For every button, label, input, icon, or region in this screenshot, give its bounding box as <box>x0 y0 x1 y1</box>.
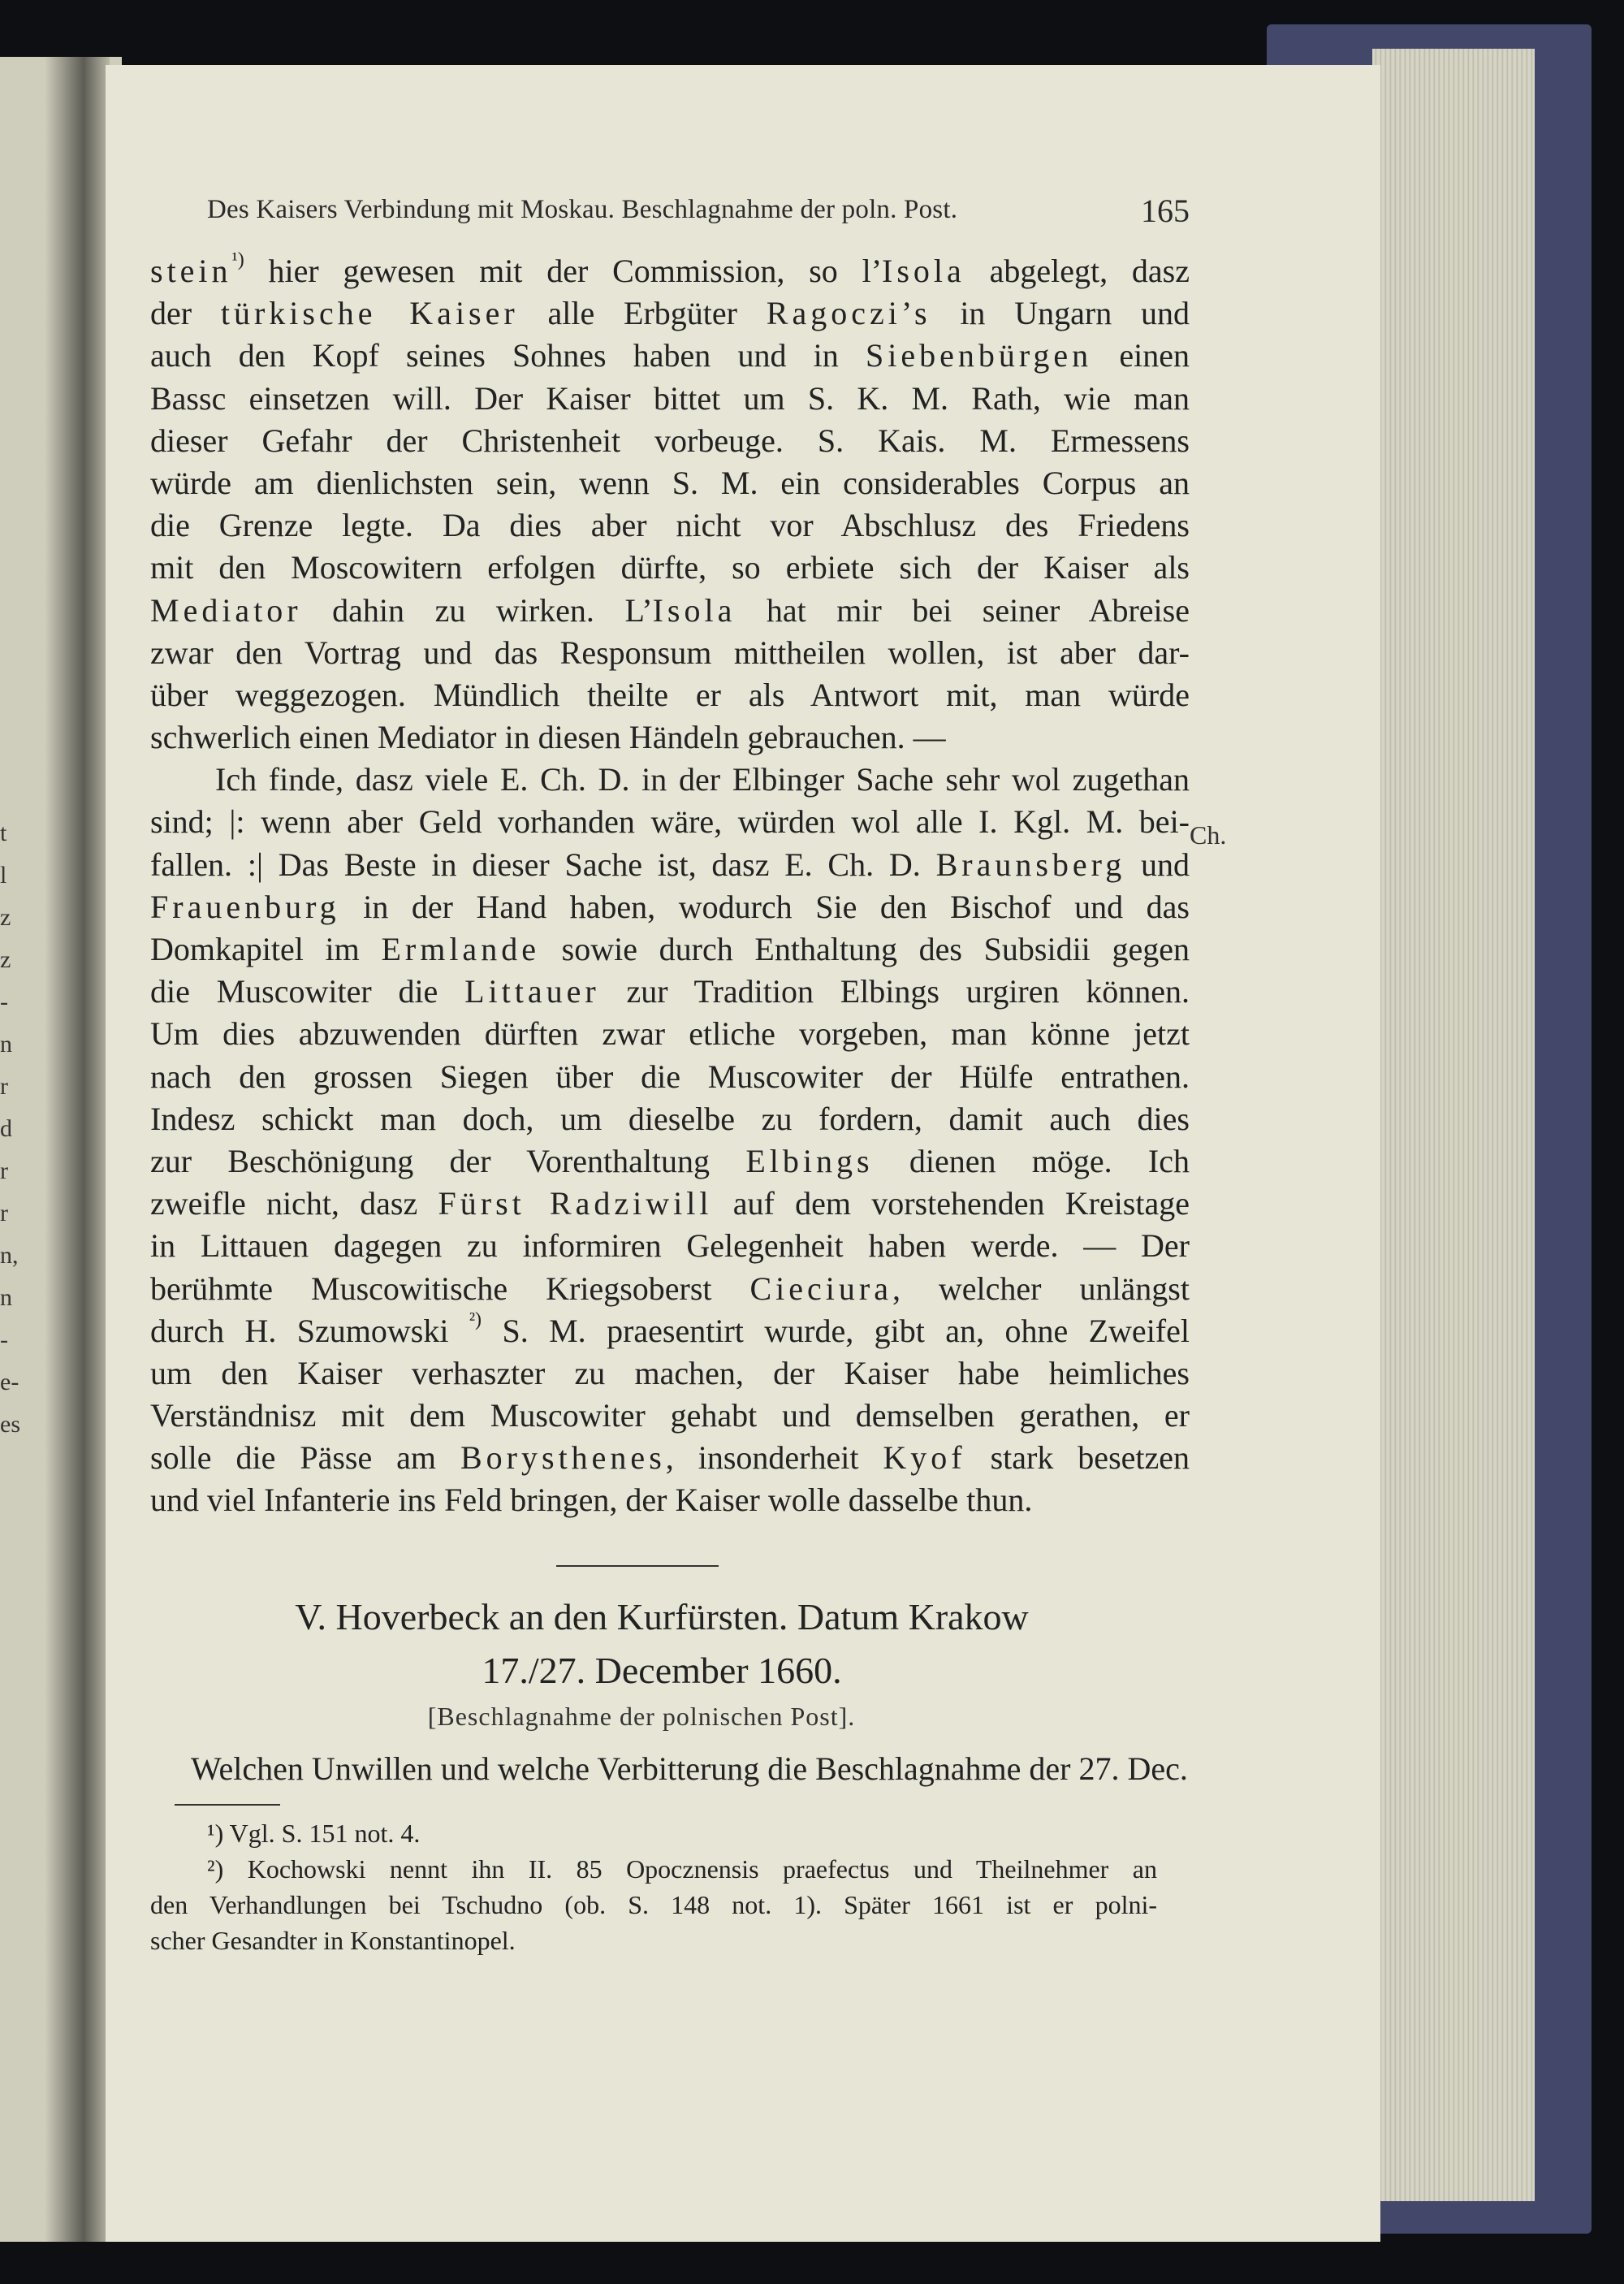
text-line: berühmte Muscowitische Kriegsoberst Cieciura, welcher unlängst <box>150 1270 1190 1307</box>
page-header <box>207 187 1190 236</box>
text-line: mit den Moscowitern erfolgen dürfte, so erbiete sich der Kaiser als <box>150 549 1190 586</box>
footnotes <box>150 1815 1157 1958</box>
section-divider <box>556 1565 719 1567</box>
text-line: Frauenburg in der Hand haben, wodurch Sie den Bischof und das <box>150 888 1190 925</box>
book-gutter <box>45 57 110 2242</box>
text-line: Ich finde, dasz viele E. Ch. D. in der Elbinger Sache sehr wol zugethan <box>215 761 1190 798</box>
text-line: die Grenze legte. Da dies aber nicht vor Abschlusz des Friedens <box>150 507 1190 544</box>
text-line: solle die Pässe am Borysthenes, insonderheit Kyof stark besetzen <box>150 1439 1190 1477</box>
text-line: um den Kaiser verhaszter zu machen, der Kaiser habe heimliches <box>150 1354 1190 1391</box>
text-line: zweifle nicht, dasz Fürst Radziwill auf dem vorstehenden Kreistage <box>150 1185 1190 1222</box>
text-line: durch H. Szumowski $^{^2)}$ S. M. praesentirt wurde, gibt an, ohne Zweifel <box>150 1309 1190 1349</box>
text-line: nach den grossen Siegen über die Muscowiter der Hülfe entrathen. <box>150 1058 1190 1095</box>
text-line: und viel Infanterie ins Feld bringen, der Kaiser wolle dasselbe thun. <box>150 1482 1033 1519</box>
text-line: Bassc einsetzen will. Der Kaiser bittet um S. K. M. Rath, wie man <box>150 379 1190 417</box>
page-edges <box>1372 49 1535 2201</box>
text-line: dieser Gefahr der Christenheit vorbeuge. S. Kais. M. Ermessens <box>150 422 1190 459</box>
footnote: scher Gesandter in Konstantinopel. <box>150 1926 516 1955</box>
text-line: zur Beschönigung der Vorenthaltung Elbings dienen möge. Ich <box>150 1142 1190 1179</box>
footnote: den Verhandlungen bei Tschudno (ob. S. 148 not. 1). Später 1661 ist er polni- <box>150 1890 1157 1919</box>
text-line: Verständnisz mit dem Muscowiter gehabt und demselben gerathen, er <box>150 1397 1190 1434</box>
footnote: ²) Kochowski nennt ihn II. 85 Opocznensis praefectus und Theilnehmer an <box>207 1854 1157 1884</box>
text-line: der türkische Kaiser alle Erbgüter Ragoczi’s in Ungarn und <box>150 295 1190 332</box>
text-line: würde am dienlichsten sein, wenn S. M. ein considerables Corpus an <box>150 464 1190 501</box>
text-line: zwar den Vortrag und das Responsum mittheilen wollen, ist aber dar- <box>150 634 1190 671</box>
text-line: fallen. :| Das Beste in dieser Sache ist, dasz E. Ch. D. Braunsberg und <box>150 846 1190 883</box>
margin-note: Ch. <box>1190 820 1227 850</box>
text-line: Indesz schickt man doch, um dieselbe zu fordern, damit auch dies <box>150 1100 1190 1137</box>
left-page-fragments: t l z z - n r d r r n, n - e- es <box>0 820 20 1438</box>
page-number: 165 <box>1141 192 1190 229</box>
text-line: schwerlich einen Mediator in diesen Händeln gebrauchen. — <box>150 719 946 756</box>
footnote-rule <box>175 1804 280 1806</box>
section-title-line: V. Hoverbeck an den Kurfürsten. Datum Krakow <box>295 1596 1029 1637</box>
footnote: ¹) Vgl. S. 151 not. 4. <box>207 1819 421 1848</box>
text-line: Domkapitel im Ermlande sowie durch Enthaltung des Subsidii gegen <box>150 931 1190 967</box>
text-line: Um dies abzuwenden dürften zwar etliche vorgeben, man könne jetzt <box>150 1015 1190 1053</box>
text-line: Welchen Unwillen und welche Verbitterung die Beschlagnahme der 27. Dec. <box>191 1750 1188 1787</box>
text-line: Mediator dahin zu wirken. L’Isola hat mir bei seiner Abreise <box>150 591 1190 629</box>
text-line: sind; |: wenn aber Geld vorhanden wäre, würden wol alle I. Kgl. M. bei- <box>150 803 1190 841</box>
text-line: stein$^{^1)}$ hier gewesen mit der Commission, so l’Isola abgelegt, dasz <box>150 249 1190 289</box>
section-subtitle: [Beschlagnahme der polnischen Post]. <box>427 1702 856 1731</box>
body-text <box>150 250 1190 1522</box>
text-line: die Muscowiter die Littauer zur Tradition Elbings urgiren können. <box>150 973 1190 1010</box>
text-line: auch den Kopf seines Sohnes haben und in Siebenbürgen einen <box>150 337 1190 374</box>
text-line: in Littauen dagegen zu informiren Gelegenheit haben werde. — Der <box>150 1227 1190 1265</box>
section-body <box>150 1748 1271 1790</box>
running-head: Des Kaisers Verbindung mit Moskau. Beschlagnahme der poln. Post. <box>207 195 958 224</box>
section-title <box>207 1590 1116 1698</box>
text-line: über weggezogen. Mündlich theilte er als Antwort mit, man würde <box>150 676 1190 713</box>
section-title-line: 17./27. December 1660. <box>482 1650 842 1691</box>
